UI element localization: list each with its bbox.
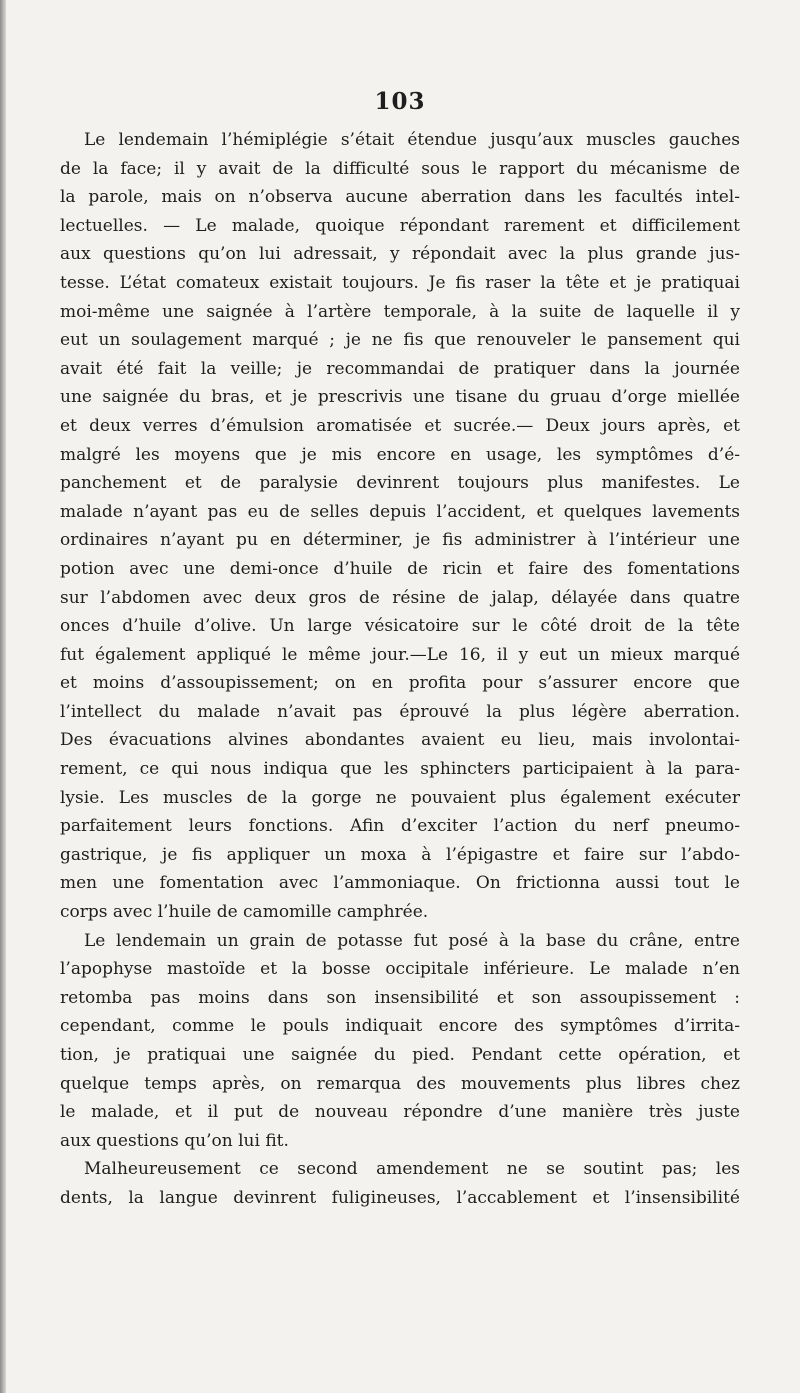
text-line: de la face; il y avait de la difficulté sous le rapport du mécanisme de <box>60 158 740 179</box>
text-line: Le lendemain l’hémiplégie s’était étendue jusqu’aux muscles gauches <box>84 130 740 150</box>
text-line: Des évacuations alvines abondantes avaient eu lieu, mais involontai- <box>60 730 740 751</box>
page-binding-edge <box>0 0 6 1393</box>
text-line: aux questions qu’on lui fit. <box>60 1130 289 1151</box>
text-line: Le lendemain un grain de potasse fut posé à la base du crâne, entre <box>84 930 740 951</box>
text-line: malgré les moyens que je mis encore en usage, les symptômes d’é- <box>60 444 740 465</box>
text-line: et moins d’assoupissement; on en profita pour s’assurer encore que <box>60 673 740 694</box>
text-line: avait été fait la veille; je recommandai de pratiquer dans la journée <box>60 358 740 379</box>
text-line: aux questions qu’on lui adressait, y répondait avec la plus grande jus- <box>60 244 740 265</box>
text-line: corps avec l’huile de camomille camphrée. <box>60 902 429 923</box>
body-text <box>60 126 740 1213</box>
text-line: panchement et de paralysie devinrent toujours plus manifestes. Le <box>60 473 740 494</box>
text-line: parfaitement leurs fonctions. Afin d’exciter l’action du nerf pneumo- <box>60 816 740 837</box>
text-line: potion avec une demi-once d’huile de ricin et faire des fomentations <box>60 558 740 579</box>
page-number: 103 <box>374 88 426 115</box>
text-line: cependant, comme le pouls indiquait encore des symptômes d’irrita- <box>60 1016 740 1037</box>
text-line: men une fomentation avec l’ammoniaque. On frictionna aussi tout le <box>60 873 740 894</box>
text-line: eut un soulagement marqué ; je ne fis que renouveler le pansement qui <box>60 330 740 351</box>
text-line: retomba pas moins dans son insensibilité et son assoupissement : <box>60 987 740 1008</box>
text-line: tion, je pratiquai une saignée du pied. Pendant cette opération, et <box>60 1045 740 1065</box>
text-line: sur l’abdomen avec deux gros de résine de jalap, délayée dans quatre <box>60 587 740 608</box>
text-line: dents, la langue devinrent fuligineuses, l’accablement et l’insensibilité <box>60 1187 740 1208</box>
text-line: moi-même une saignée à l’artère temporale, à la suite de laquelle il y <box>60 301 740 322</box>
text-line: Malheureusement ce second amendement ne se soutint pas; les <box>84 1159 740 1180</box>
text-line: l’intellect du malade n’avait pas éprouvé la plus légère aberration. <box>60 701 740 722</box>
text-line: lectuelles. — Le malade, quoique répondant rarement et difficilement <box>60 215 740 236</box>
text-line: onces d’huile d’olive. Un large vésicatoire sur le côté droit de la tête <box>60 616 740 637</box>
text-line: lysie. Les muscles de la gorge ne pouvaient plus également exécuter <box>60 787 740 808</box>
text-line: rement, ce qui nous indiqua que les sphincters participaient à la para- <box>60 759 740 780</box>
text-line: l’apophyse mastoïde et la bosse occipitale inférieure. Le malade n’en <box>60 959 740 980</box>
text-line: et deux verres d’émulsion aromatisée et sucrée.— Deux jours après, et <box>60 415 740 436</box>
text-line: tesse. L’état comateux existait toujours. Je fis raser la tête et je pratiquai <box>60 272 740 293</box>
text-line: le malade, et il put de nouveau répondre d’une manière très juste <box>60 1102 740 1123</box>
text-line: malade n’ayant pas eu de selles depuis l’accident, et quelques lavements <box>60 501 740 522</box>
text-line: une saignée du bras, et je prescrivis une tisane du gruau d’orge miellée <box>60 387 740 408</box>
text-line: ordinaires n’ayant pu en déterminer, je fis administrer à l’intérieur une <box>60 530 740 551</box>
text-line: fut également appliqué le même jour.—Le 16, il y eut un mieux marqué <box>60 644 740 665</box>
text-line: gastrique, je fis appliquer un moxa à l’épigastre et faire sur l’abdo- <box>60 844 740 865</box>
text-line: quelque temps après, on remarqua des mouvements plus libres chez <box>60 1073 740 1094</box>
text-line: la parole, mais on n’observa aucune aberration dans les facultés intel- <box>60 187 740 208</box>
